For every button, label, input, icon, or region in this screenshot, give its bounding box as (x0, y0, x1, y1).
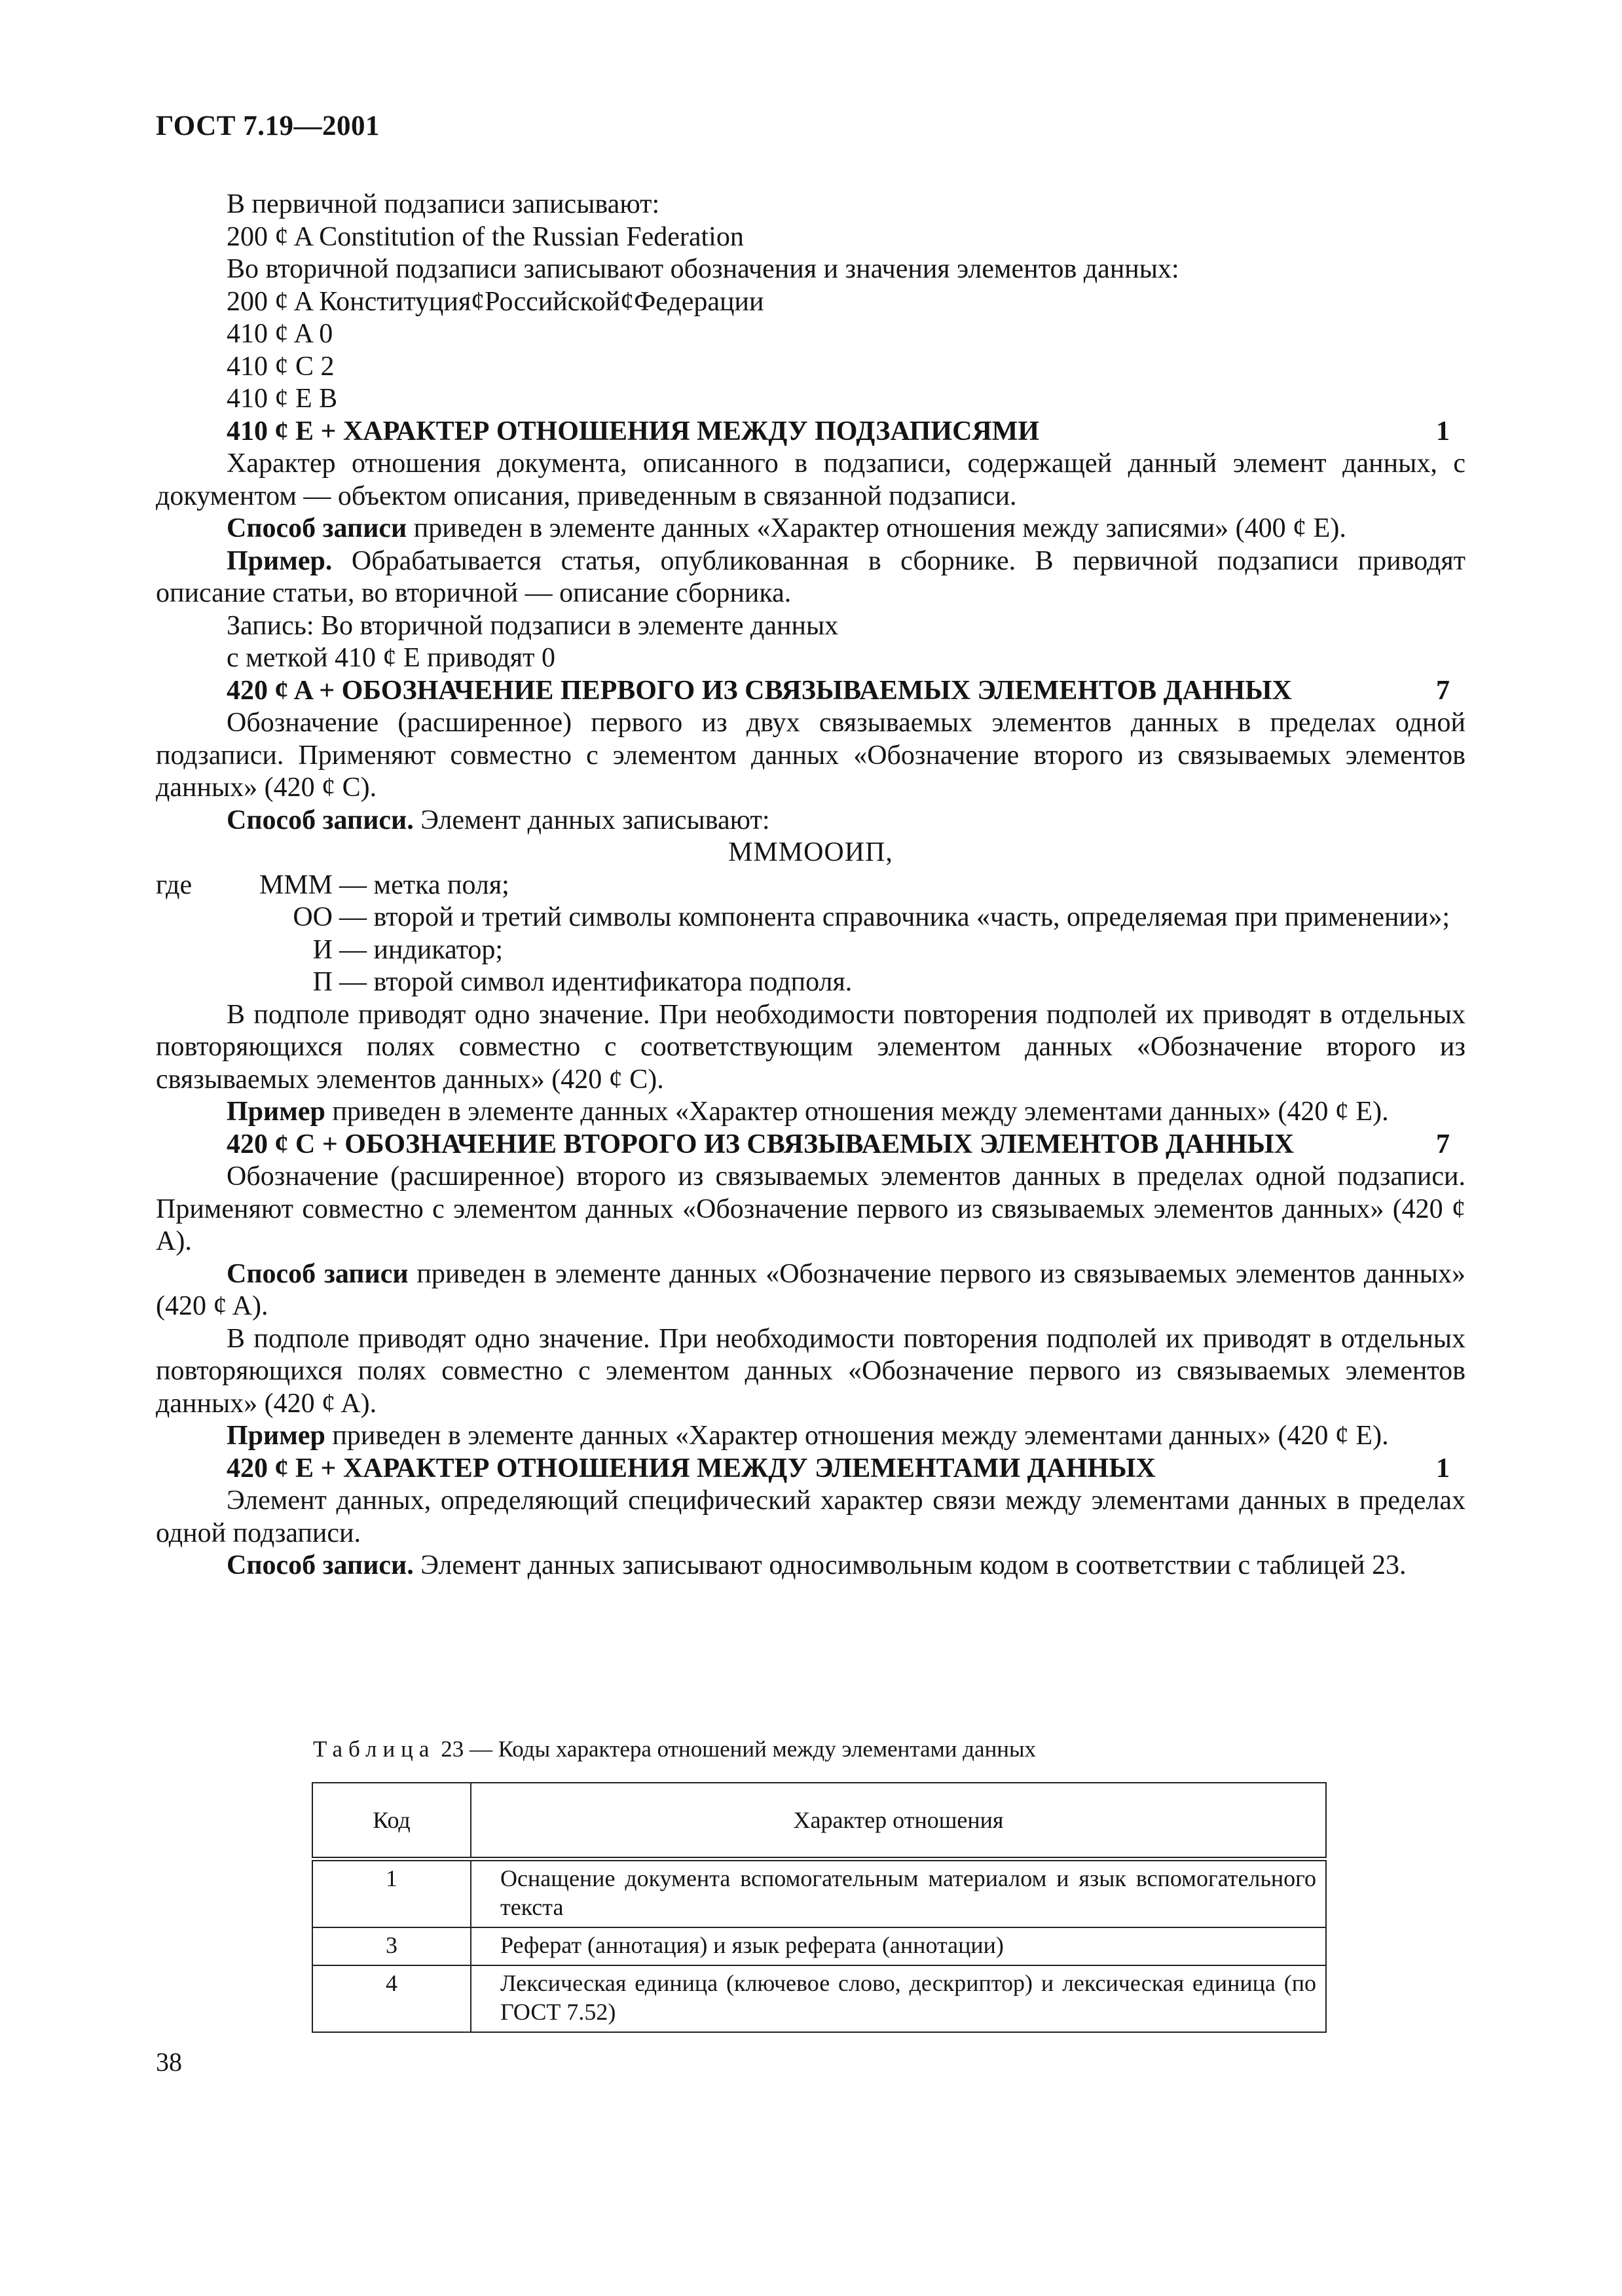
record-line: 410 ȼ A 0 (227, 319, 333, 349)
table-caption (313, 1736, 1036, 1762)
table-caption-label: Таблица (313, 1736, 435, 1762)
example-label: Пример (227, 1421, 325, 1451)
example-text: приведен в элементе данных «Характер отношения между элементами данных» (420 ȼ E). (325, 1097, 1389, 1127)
relation-cell: Реферат (аннотация) и язык реферата (аннотации) (471, 1927, 1326, 1965)
method-paragraph (156, 805, 1465, 837)
table-row (312, 1965, 1326, 2032)
code-cell: 4 (312, 1965, 471, 2032)
method-label: Способ записи (227, 1258, 409, 1289)
where-word (156, 902, 221, 934)
heading-title: 420 ȼ C + ОБОЗНАЧЕНИЕ ВТОРОГО ИЗ СВЯЗЫВАЕМЫХ ЭЛЕМЕНТОВ ДАННЫХ (227, 1129, 1295, 1159)
where-word (156, 966, 221, 999)
heading-title: 410 ȼ E + ХАРАКТЕР ОТНОШЕНИЯ МЕЖДУ ПОДЗАПИСЯМИ (227, 416, 1040, 446)
symbol-meaning: — индикатор; (339, 934, 504, 965)
method-text: Элемент данных записывают: (413, 805, 770, 835)
definition-row (156, 869, 1465, 902)
section-heading (227, 1129, 1465, 1161)
method-label: Способ записи (227, 513, 407, 543)
record-line: 410 ȼ C 2 (227, 351, 335, 382)
note-paragraph: В подполе приводят одно значение. При необходимости повторения подполей их приводят в отдельных повторяющихся полях совместно с элементом данных «Обозначение первого из связываемых элементов данных» (420 ȼ A). (156, 1323, 1465, 1419)
record-line: 200 ȼ A Constitution of the Russian Federation (227, 221, 744, 252)
definition-paragraph: Обозначение (расширенное) второго из связываемых элементов данных в пределах одной подзаписи. Применяют совместно с элементом данных «Обозначение первого из связываемых элементов данных» (420 ȼ A). (156, 1161, 1465, 1256)
symbol-meaning: — второй и третий символы компонента справочника «часть, определяемая при применении»; (339, 902, 1450, 932)
code-cell: 1 (312, 1859, 471, 1928)
record-line: с меткой 410 ȼ E приводят 0 (227, 643, 555, 673)
column-header-relation: Характер отношения (471, 1783, 1326, 1859)
heading-title: 420 ȼ E + ХАРАКТЕР ОТНОШЕНИЯ МЕЖДУ ЭЛЕМЕНТАМИ ДАННЫХ (227, 1453, 1156, 1484)
heading-title: 420 ȼ A + ОБОЗНАЧЕНИЕ ПЕРВОГО ИЗ СВЯЗЫВАЕМЫХ ЭЛЕМЕНТОВ ДАННЫХ (227, 675, 1292, 706)
heading-number: 1 (1436, 1453, 1450, 1484)
heading-number: 7 (1436, 675, 1450, 706)
method-paragraph (156, 1258, 1465, 1323)
symbol-meaning: — второй символ идентификатора подполя. (339, 967, 853, 997)
paragraph: В первичной подзаписи записывают: (227, 189, 660, 219)
table-row (312, 1927, 1326, 1965)
method-label: Способ записи. (227, 1550, 414, 1580)
where-word (156, 934, 221, 967)
example-label: Пример (227, 1097, 325, 1127)
example-paragraph (156, 1420, 1465, 1453)
method-text: приведен в элементе данных «Характер отношения между записями» (400 ȼ E). (407, 513, 1346, 543)
symbol: П (312, 967, 333, 997)
symbol-meaning: — метка поля; (339, 869, 509, 900)
example-paragraph (156, 1096, 1465, 1129)
format-formula: МММООИП, (728, 837, 893, 867)
section-heading (227, 1453, 1465, 1485)
example-text: приведен в элементе данных «Характер отношения между элементами данных» (420 ȼ E). (325, 1421, 1389, 1451)
definition-row (156, 902, 1465, 934)
record-line: 200 ȼ A КонституцияȼРоссийскойȼФедерации (227, 286, 764, 317)
record-line: Запись: Во вторичной подзаписи в элементе данных (227, 610, 839, 641)
method-paragraph (156, 513, 1465, 545)
method-paragraph (156, 1550, 1465, 1582)
where-word: где (156, 869, 193, 900)
definition-row (156, 934, 1465, 967)
main-text (156, 189, 1465, 1582)
section-heading (227, 416, 1465, 448)
relation-cell: Лексическая единица (ключевое слово, дескриптор) и лексическая единица (по ГОСТ 7.52) (471, 1965, 1326, 2032)
example-label: Пример. (227, 545, 333, 576)
table-row (312, 1859, 1326, 1928)
symbol: И (312, 934, 333, 965)
example-text: Обрабатывается статья, опубликованная в сборнике. В первичной подзаписи приводят описание статьи, во вторичной — описание сборника. (156, 545, 1465, 608)
section-heading (227, 675, 1465, 708)
page-number: 38 (156, 2047, 182, 2077)
table-caption-text: 23 — Коды характера отношений между элементами данных (435, 1736, 1037, 1762)
example-paragraph (156, 545, 1465, 610)
table-header-row (312, 1783, 1326, 1859)
standard-header: ГОСТ 7.19—2001 (156, 111, 380, 141)
definition-row (156, 966, 1465, 999)
method-text: приведен в элементе данных «Обозначение первого из связываемых элементов данных» (420 ȼ A). (156, 1258, 1465, 1321)
record-line: 410 ȼ E B (227, 384, 338, 414)
method-text: Элемент данных записывают односимвольным кодом в соответствии с таблицей 23. (413, 1550, 1407, 1580)
method-label: Способ записи. (227, 805, 414, 835)
symbol: ОО (293, 902, 333, 932)
heading-number: 1 (1436, 416, 1450, 446)
relation-cell: Оснащение документа вспомогательным материалом и язык вспомогательного текста (471, 1859, 1326, 1928)
symbol: МММ (259, 869, 333, 900)
code-cell: 3 (312, 1927, 471, 1965)
column-header-code: Код (312, 1783, 471, 1859)
note-paragraph: В подполе приводят одно значение. При необходимости повторения подполей их приводят в отдельных повторяющихся полях совместно с соответствующим элементом данных «Обозначение второго из связываемых элементов данных» (420 ȼ C). (156, 999, 1465, 1095)
heading-number: 7 (1436, 1129, 1450, 1159)
formula-definitions (156, 869, 1465, 999)
definition-paragraph: Обозначение (расширенное) первого из двух связываемых элементов данных в пределах одной подзаписи. Применяют совместно с элементом данных «Обозначение второго из связываемых элементов данных» (420 ȼ C). (156, 708, 1465, 803)
paragraph: Во вторичной подзаписи записывают обозначения и значения элементов данных: (227, 254, 1179, 284)
codes-table (312, 1782, 1327, 2033)
definition-paragraph: Элемент данных, определяющий специфический характер связи между элементами данных в пределах одной подзаписи. (156, 1485, 1465, 1548)
definition-paragraph: Характер отношения документа, описанного в подзаписи, содержащей данный элемент данных, с документом — объектом описания, приведенным в связанной подзаписи. (156, 448, 1465, 511)
